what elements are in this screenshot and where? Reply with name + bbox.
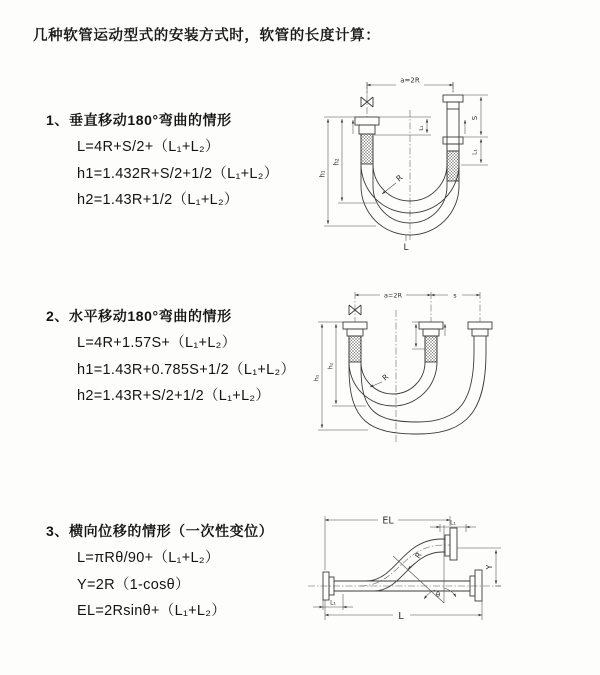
radius-leader <box>408 563 415 569</box>
label-stroke-s: s <box>453 291 457 300</box>
label-theta: θ <box>435 591 441 599</box>
label-h2: h₂ <box>332 158 341 166</box>
centerlines <box>308 545 501 586</box>
u-bend-position-2 <box>349 352 486 434</box>
label-radius: R <box>413 550 424 561</box>
label-span: a=2R <box>383 291 403 300</box>
label-span: a=2R <box>400 76 420 85</box>
formula-EL: EL=2Rsinθ+（L₁+L₂） <box>77 603 227 619</box>
section-2-heading: 2、水平移动180°弯曲的情形 <box>46 308 232 324</box>
formula-L: L=4R+S/2+（L₁+L₂） <box>77 139 220 155</box>
formula-h2: h2=1.43R+S/2+1/2（L₁+L₂） <box>77 388 271 404</box>
centerlines <box>367 82 453 240</box>
braided-section-left <box>349 336 361 362</box>
label-radius: R <box>380 372 391 383</box>
hose-offset-position <box>366 539 445 591</box>
label-offset-y: Y <box>485 564 494 570</box>
section-3 <box>46 521 273 626</box>
flange-middle-collar <box>423 329 439 336</box>
flange-right <box>475 570 482 601</box>
label-fitting-right: L₁ <box>471 149 479 155</box>
flange-right-upper <box>443 95 463 102</box>
section-2 <box>46 306 295 411</box>
diagram-vertical-travel-180-bend <box>312 68 562 258</box>
hose-assembly <box>343 322 492 434</box>
flange-left-collar <box>347 329 363 336</box>
label-length: L <box>403 243 409 253</box>
flange-top-collar <box>445 535 450 556</box>
braided-section-middle <box>425 336 437 362</box>
label-fitting-left: L₁ <box>330 599 336 607</box>
flange-right-lower-collar <box>447 144 459 151</box>
formula-Y: Y=2R（1-cosθ） <box>77 576 190 593</box>
dimension-lines <box>318 295 480 430</box>
hose-assembly <box>355 95 463 235</box>
flange-right-displaced <box>468 322 492 329</box>
radius-leader <box>382 183 396 194</box>
page-title: 几种软管运动型式的安装方式时，软管的长度计算： <box>33 28 381 44</box>
formula-h2: h2=1.43R+1/2（L₁+L₂） <box>77 192 239 208</box>
dim-labels <box>330 516 494 623</box>
dimension-lines <box>313 516 501 620</box>
label-fitting-top: L₁ <box>450 519 456 527</box>
formula-L: L=πRθ/90+（L₁+L₂） <box>77 550 220 566</box>
section-3-heading: 3、横向位移的情形（一次性变位） <box>46 523 274 539</box>
formula-h1: h1=1.432R+S/2+1/2（L₁+L₂） <box>77 165 279 182</box>
braided-section-left <box>361 134 373 164</box>
label-radius: R <box>394 173 405 184</box>
section-1 <box>46 110 279 215</box>
diagram-horizontal-travel-180-bend <box>308 282 568 472</box>
label-effective-length: EL <box>382 515 394 527</box>
flange-top <box>450 528 457 560</box>
label-length: L <box>398 611 404 622</box>
flange-left <box>343 322 367 329</box>
flange-left-collar <box>359 125 375 134</box>
label-fitting-left: L₁ <box>419 125 425 131</box>
hose-legs <box>349 336 486 368</box>
flange-right-collar <box>472 329 488 336</box>
section-1-heading: 1、垂直移动180°弯曲的情形 <box>46 112 232 128</box>
flange-right-lower <box>443 137 463 144</box>
label-h2: h₂ <box>326 362 335 370</box>
flange-right-upper-collar <box>447 102 459 109</box>
flange-middle <box>419 322 443 329</box>
dimension-lines <box>324 82 488 241</box>
radius-leader <box>370 382 382 387</box>
diagram-lateral-offset <box>298 498 588 658</box>
formula-L: L=4R+1.57S+（L₁+L₂） <box>77 335 237 351</box>
centerlines <box>355 292 480 442</box>
label-h1: h₁ <box>318 170 327 178</box>
flange-left <box>355 117 379 125</box>
formula-h1: h1=1.43R+0.785S+1/2（L₁+L₂） <box>77 361 296 378</box>
label-h1: h₁ <box>312 374 321 382</box>
label-stroke-s: S <box>471 115 479 121</box>
